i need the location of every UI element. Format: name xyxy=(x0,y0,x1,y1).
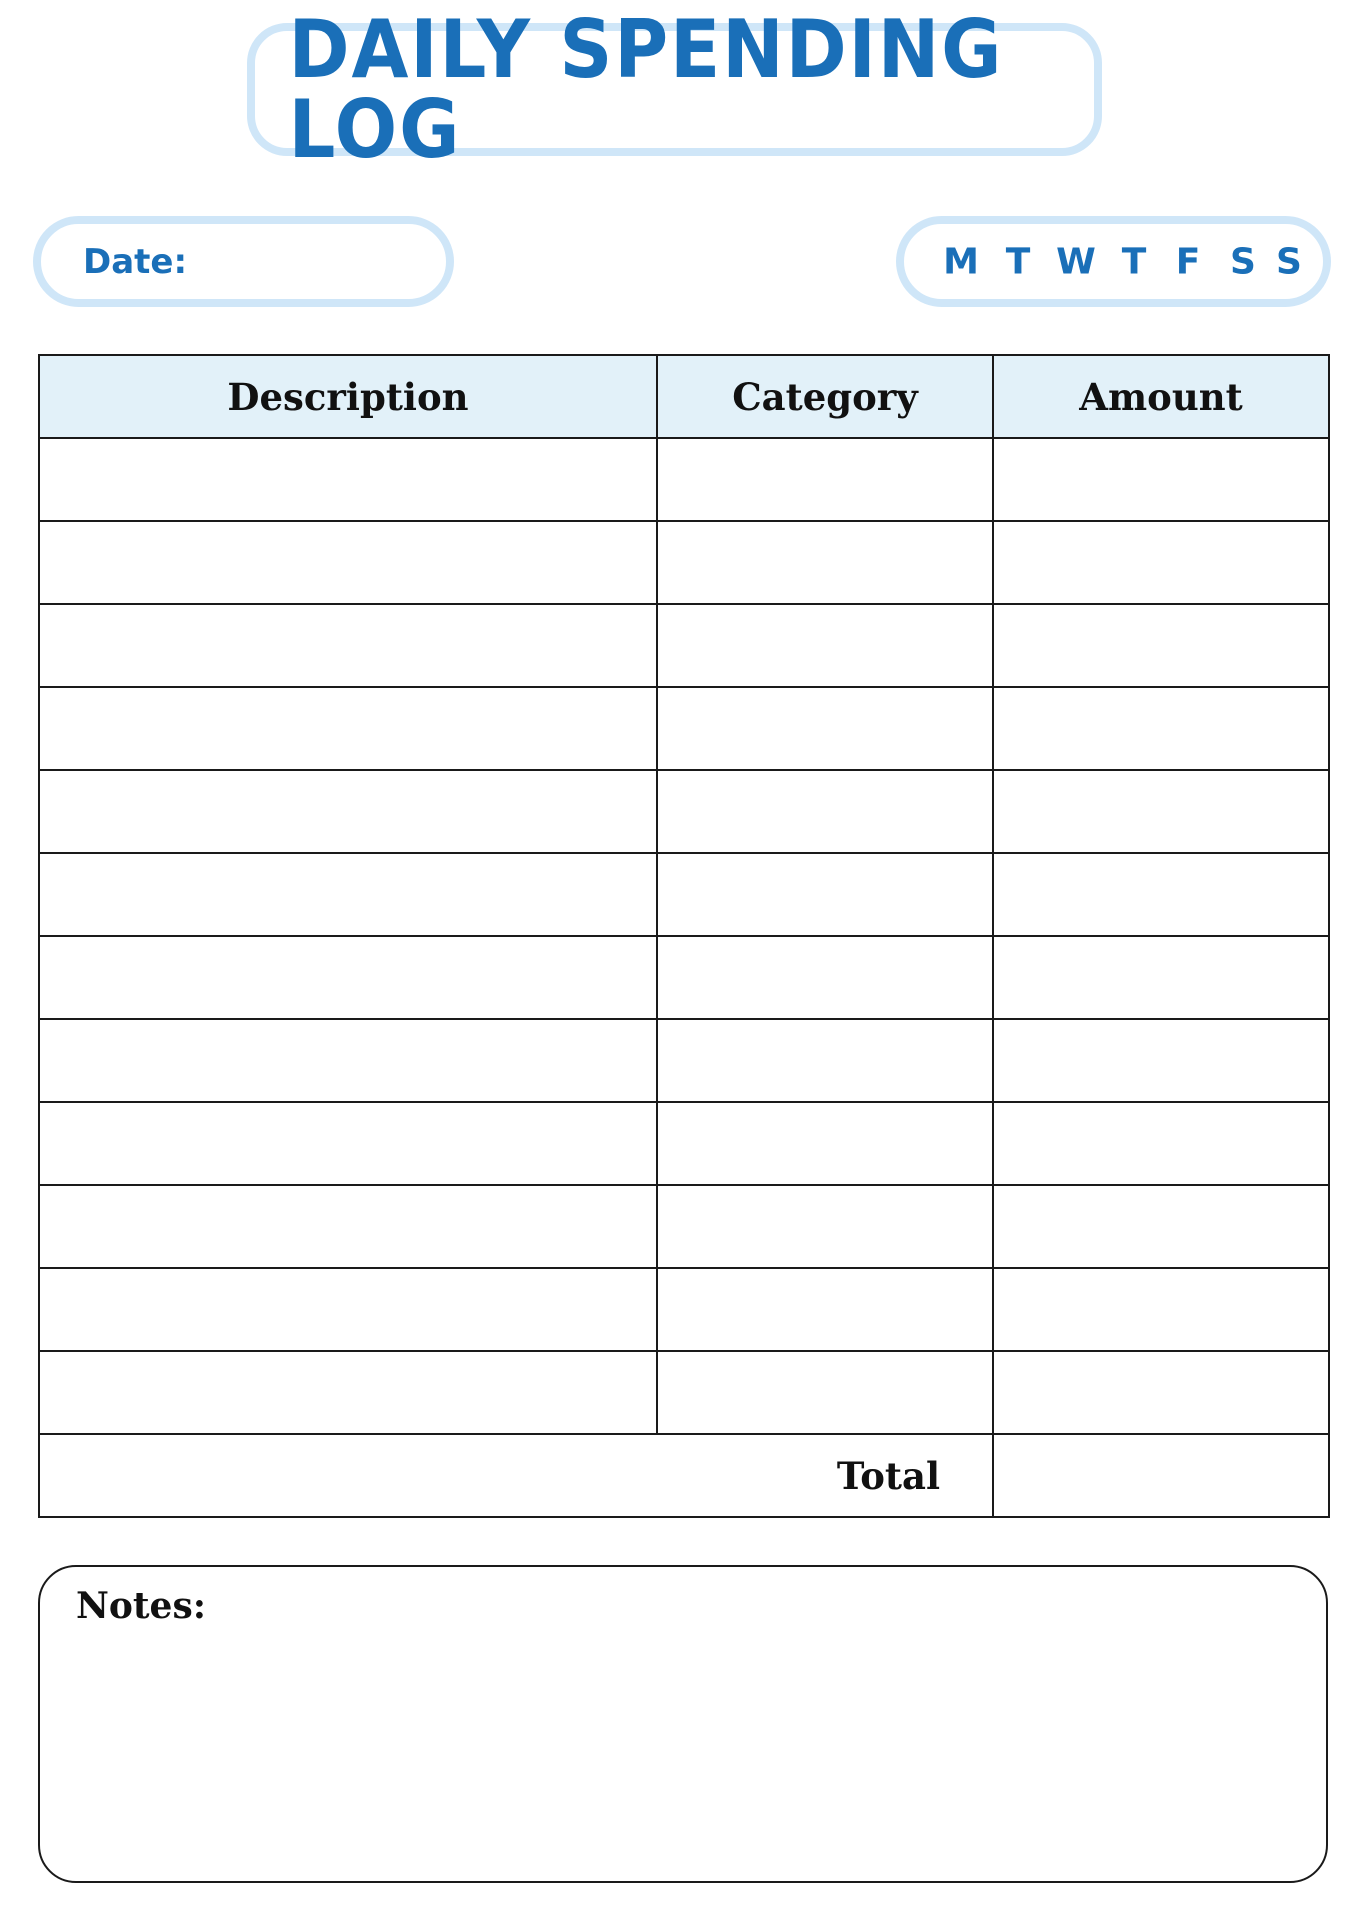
description-cell[interactable] xyxy=(39,936,657,1019)
weekday-monday[interactable]: M xyxy=(943,241,979,282)
notes-label: Notes: xyxy=(76,1585,207,1627)
amount-cell[interactable] xyxy=(993,438,1329,521)
page-title: DAILY SPENDING LOG xyxy=(288,2,1004,176)
category-cell[interactable] xyxy=(657,1102,993,1185)
table-row xyxy=(39,936,1329,1019)
category-cell[interactable] xyxy=(657,604,993,687)
weekday-friday[interactable]: F xyxy=(1175,241,1201,282)
amount-cell[interactable] xyxy=(993,521,1329,604)
category-cell[interactable] xyxy=(657,1268,993,1351)
title-banner xyxy=(247,2,1102,176)
category-cell[interactable] xyxy=(657,1185,993,1268)
amount-cell[interactable] xyxy=(993,604,1329,687)
table-row xyxy=(39,1102,1329,1185)
amount-cell[interactable] xyxy=(993,1102,1329,1185)
amount-cell[interactable] xyxy=(993,853,1329,936)
category-cell[interactable] xyxy=(657,1019,993,1102)
weekday-thursday[interactable]: T xyxy=(1121,241,1147,282)
table-body xyxy=(39,438,1329,1517)
weekday-selector xyxy=(896,216,1331,307)
table-row xyxy=(39,853,1329,936)
category-cell[interactable] xyxy=(657,853,993,936)
amount-cell[interactable] xyxy=(993,687,1329,770)
notes-box[interactable] xyxy=(38,1565,1328,1883)
description-cell[interactable] xyxy=(39,687,657,770)
category-cell[interactable] xyxy=(657,687,993,770)
table-row xyxy=(39,687,1329,770)
table-row xyxy=(39,1019,1329,1102)
table-row xyxy=(39,1351,1329,1434)
amount-cell[interactable] xyxy=(993,770,1329,853)
table-row xyxy=(39,1268,1329,1351)
description-cell[interactable] xyxy=(39,521,657,604)
weekday-saturday[interactable]: S xyxy=(1230,241,1256,282)
header-amount: Amount xyxy=(993,355,1329,438)
table-row xyxy=(39,438,1329,521)
description-cell[interactable] xyxy=(39,1268,657,1351)
header-category: Category xyxy=(657,355,993,438)
description-cell[interactable] xyxy=(39,1185,657,1268)
amount-cell[interactable] xyxy=(993,1351,1329,1434)
total-amount-cell[interactable] xyxy=(993,1434,1329,1517)
category-cell[interactable] xyxy=(657,521,993,604)
amount-cell[interactable] xyxy=(993,1019,1329,1102)
table-row xyxy=(39,604,1329,687)
description-cell[interactable] xyxy=(39,604,657,687)
description-cell[interactable] xyxy=(39,770,657,853)
description-cell[interactable] xyxy=(39,438,657,521)
table-row xyxy=(39,521,1329,604)
date-field[interactable] xyxy=(33,216,454,307)
category-cell[interactable] xyxy=(657,770,993,853)
weekday-wednesday[interactable]: W xyxy=(1056,241,1096,282)
description-cell[interactable] xyxy=(39,1019,657,1102)
category-cell[interactable] xyxy=(657,936,993,1019)
total-label: Total xyxy=(39,1434,993,1517)
amount-cell[interactable] xyxy=(993,1268,1329,1351)
total-row xyxy=(39,1434,1329,1517)
category-cell[interactable] xyxy=(657,1351,993,1434)
category-cell[interactable] xyxy=(657,438,993,521)
amount-cell[interactable] xyxy=(993,936,1329,1019)
table-row xyxy=(39,1185,1329,1268)
table-row xyxy=(39,770,1329,853)
description-cell[interactable] xyxy=(39,1351,657,1434)
table-header-row xyxy=(39,355,1329,438)
description-cell[interactable] xyxy=(39,1102,657,1185)
weekday-tuesday[interactable]: T xyxy=(1005,241,1031,282)
amount-cell[interactable] xyxy=(993,1185,1329,1268)
date-label: Date: xyxy=(83,241,188,282)
header-description: Description xyxy=(39,355,657,438)
spending-table xyxy=(38,354,1330,1518)
weekday-sunday[interactable]: S xyxy=(1276,241,1302,282)
description-cell[interactable] xyxy=(39,853,657,936)
